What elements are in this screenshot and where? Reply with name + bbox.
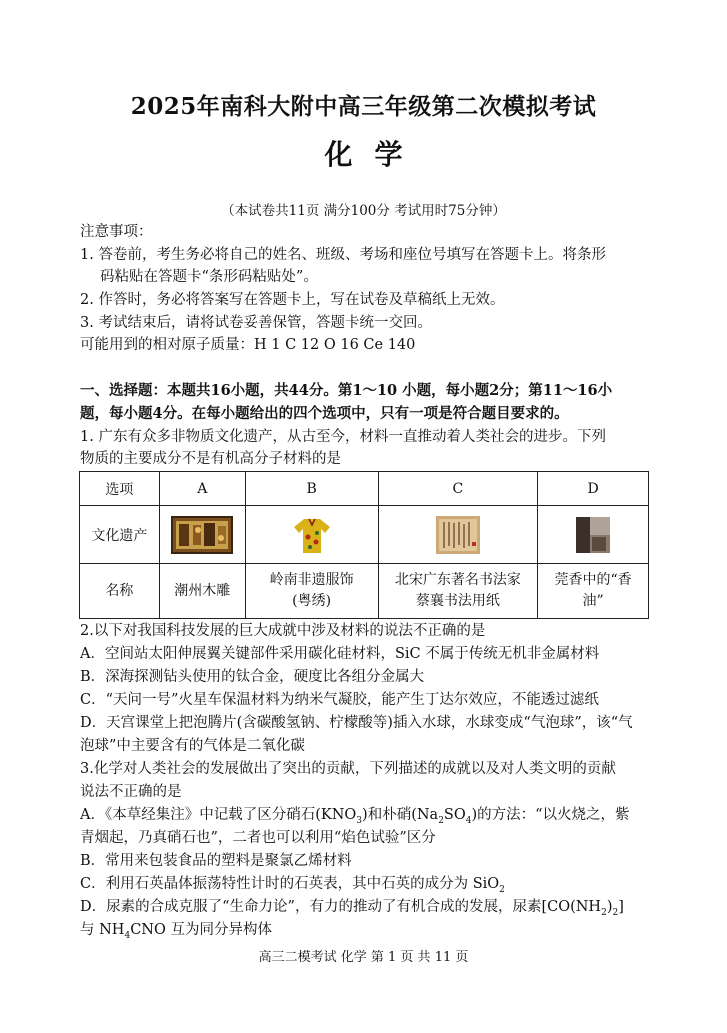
q3-option-d-cont: 与 $NH_4CNO$ 互为同分异构体	[80, 922, 272, 941]
q1-stem-cont: 物质的主要成分不是有机高分子材料的是	[80, 451, 341, 467]
calligraphy-paper-image	[436, 516, 480, 554]
section-heading: 一、选择题：本题共16小题，共44分。第1～10 小题，每小题2分；第11～16小	[80, 382, 613, 399]
subject-title: 化学	[324, 138, 425, 171]
q3-option-b: B．常用来包装食品的塑料是聚氯乙烯材料	[80, 853, 352, 869]
row-header-heritage: 文化遗产	[80, 506, 160, 564]
atomic-mass-line: 可能用到的相对原子质量：H 1 C 12 O 16 Ce 140	[80, 337, 416, 353]
incense-image	[576, 517, 610, 553]
q3-option-a: A．《本草经集注》中记载了区分硝石$(KNO_3)$和朴硝$(Na_2SO_4)$的方法：“以火烧之，紫	[80, 807, 630, 826]
exam-info: （本试卷共11页 满分100分 考试用时75分钟）	[221, 203, 506, 219]
note-item-1: 1. 答卷前，考生务必将自己的姓名、班级、考场和座位号填写在答题卡上。将条形	[80, 247, 606, 263]
table-row	[80, 506, 649, 564]
q2-option-b: B．深海探测钻头使用的钛合金，硬度比各组分金属大	[80, 669, 425, 685]
q2-option-a: A．空间站太阳伸展翼关键部件采用碳化硅材料，SiC 不属于传统无机非金属材料	[80, 646, 600, 662]
table-row	[80, 472, 649, 506]
q3-option-d: D．尿素的合成克服了“生命力论”，有力的推动了有机合成的发展，尿素$[CO(NH_2)_2]$	[80, 899, 624, 918]
q3-option-c: C．利用石英晶体振荡特性计时的石英表，其中石英的成分为 SiO$_2$	[80, 876, 505, 895]
note-item-2: 2. 作答时，务必将答案写在答题卡上，写在试卷及草稿纸上无效。	[80, 292, 505, 308]
name-c: 北宋广东著名书法家	[394, 572, 521, 588]
option-label-b: B	[245, 472, 378, 506]
note-item-3: 3. 考试结束后，请将试卷妥善保管，答题卡统一交回。	[80, 315, 432, 331]
name-b-cont: (粤绣)	[292, 593, 332, 609]
q3-stem-cont: 说法不正确的是	[80, 784, 182, 800]
q2-option-d: D．天宫课堂上把泡腾片(含碳酸氢钠、柠檬酸等)插入水球，水球变成“气泡球”，该“气	[80, 715, 633, 731]
q1-options-table	[79, 471, 649, 619]
option-label-c: C	[378, 472, 538, 506]
embroidered-robe-image	[292, 515, 332, 555]
q2-option-c: C．“天问一号”火星车保温材料为纳米气凝胶，能产生丁达尔效应，不能透过滤纸	[80, 692, 599, 708]
q1-stem: 1. 广东有众多非物质文化遗产，从古至今，材料一直推动着人类社会的进步。下列	[80, 429, 606, 445]
name-d: 莞香中的“香	[554, 572, 632, 588]
q2-stem: 2.以下对我国科技发展的巨大成就中涉及材料的说法不正确的是	[80, 623, 486, 639]
option-label-d: D	[538, 472, 649, 506]
name-d-cont: 油”	[582, 593, 604, 609]
wood-carving-image	[171, 516, 233, 554]
note-item-1-cont: 码粘贴在答题卡“条形码粘贴处”。	[100, 269, 318, 285]
exam-title: 2025年南科大附中高三年级第二次模拟考试	[130, 93, 597, 120]
page-footer: 高三二模考试 化学 第 1 页 共 11 页	[258, 950, 469, 965]
q3-option-a-cont: 青烟起，乃真硝石也”，二者也可以利用“焰色试验”区分	[80, 830, 436, 846]
q3-stem: 3.化学对人类社会的发展做出了突出的贡献，下列描述的成就以及对人类文明的贡献	[80, 761, 616, 777]
name-a: 潮州木雕	[174, 582, 231, 599]
row-header-option: 选项	[80, 472, 160, 506]
section-heading-cont: 题，每小题4分。在每小题给出的四个选项中，只有一项是符合题目要求的。	[80, 405, 569, 422]
name-c-cont: 蔡襄书法用纸	[415, 593, 500, 609]
q2-option-d-cont: 泡球”中主要含有的气体是二氧化碳	[80, 738, 305, 754]
notes-heading: 注意事项：	[80, 224, 153, 240]
name-b: 岭南非遗服饰	[269, 572, 354, 588]
row-header-name: 名称	[80, 564, 160, 619]
table-row	[80, 564, 649, 619]
option-label-a: A	[159, 472, 245, 506]
